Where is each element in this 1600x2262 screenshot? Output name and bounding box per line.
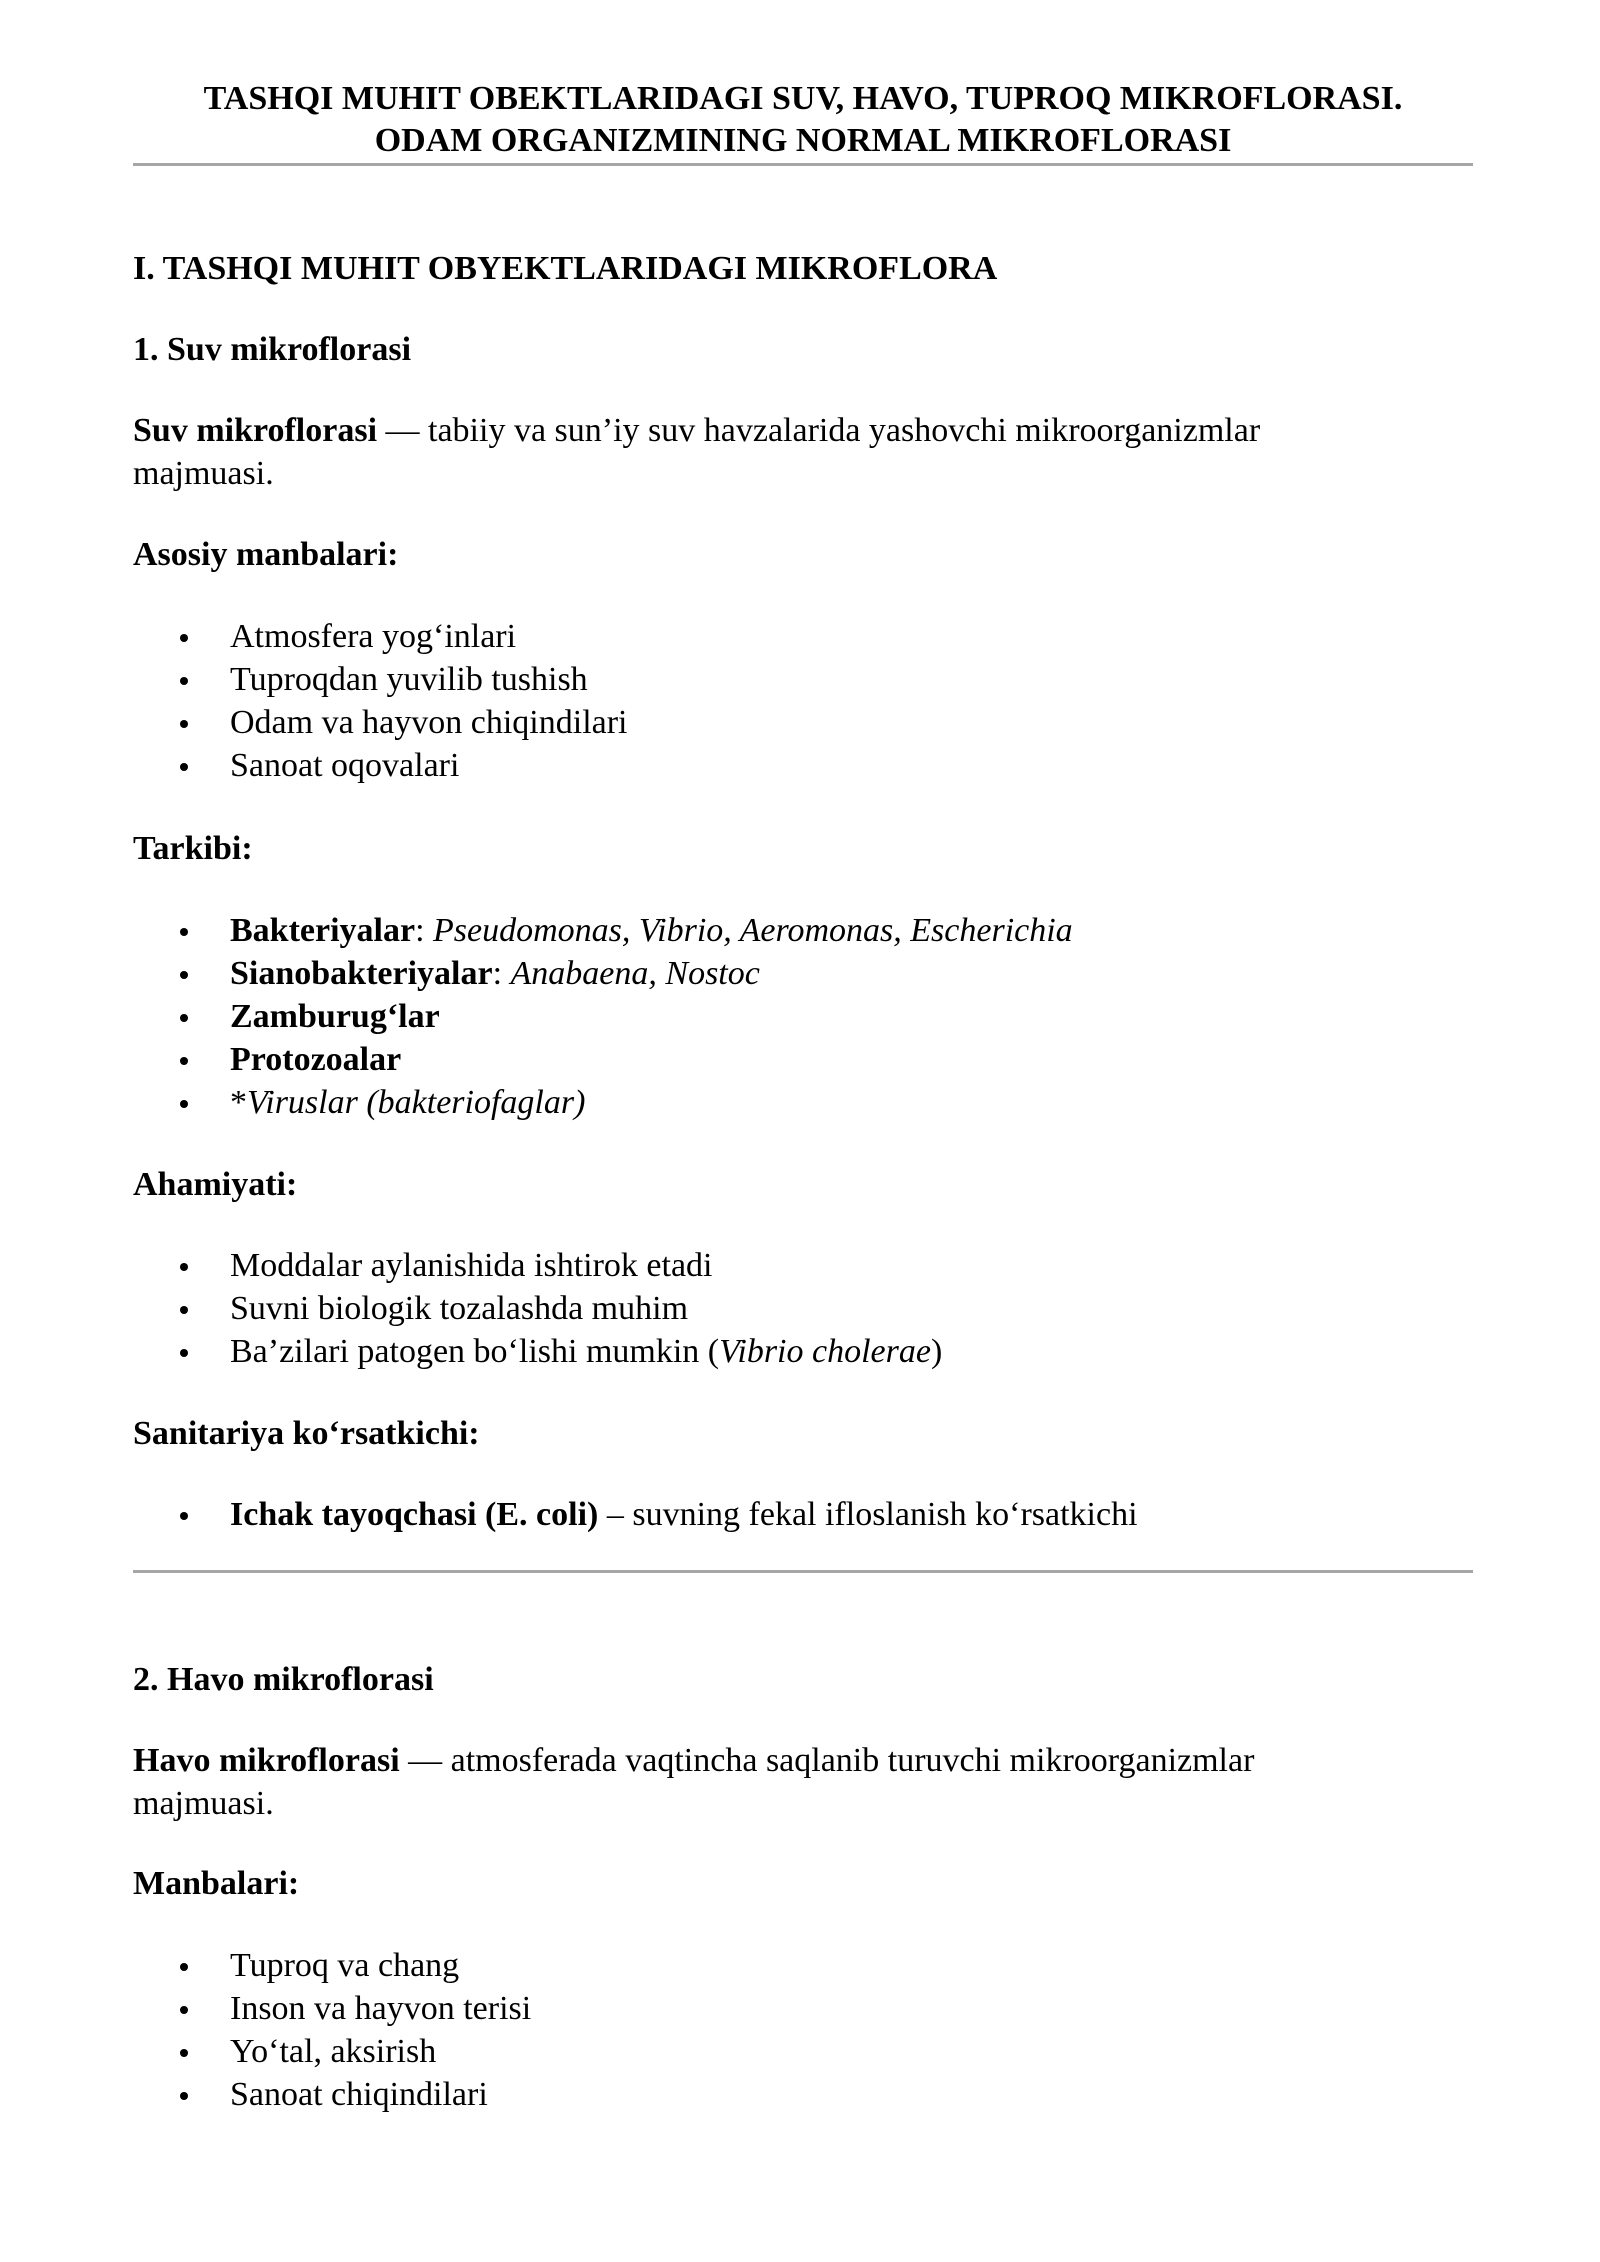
composition-examples: Anabaena, Nostoc xyxy=(510,955,760,992)
water-definition-term: Suv mikroflorasi xyxy=(133,412,378,449)
list-item: Moddalar aylanishida ishtirok etadi xyxy=(133,1244,1473,1287)
air-definition-line2: majmuasi. xyxy=(133,1785,274,1822)
water-sanitary-heading: Sanitariya ko‘rsatkichi: xyxy=(133,1415,480,1452)
water-heading: 1. Suv mikroflorasi xyxy=(133,331,412,368)
title-line-1: TASHQI MUHIT OBEKTLARIDAGI SUV, HAVO, TUPROQ MIKROFLORASI. xyxy=(203,80,1403,117)
list-item xyxy=(133,995,1473,1038)
composition-term: Sianobakteriyalar xyxy=(230,955,493,992)
list-item: Odam va hayvon chiqindilari xyxy=(133,701,1473,744)
air-sources-list xyxy=(133,1944,1473,2116)
list-item xyxy=(133,1081,1473,1124)
composition-prefix: * xyxy=(230,1084,247,1121)
list-item: Atmosfera yog‘inlari xyxy=(133,615,1473,658)
list-item: Suvni biologik tozalashda muhim xyxy=(133,1287,1473,1330)
list-item xyxy=(133,1493,1473,1536)
water-composition-heading: Tarkibi: xyxy=(133,830,253,867)
water-importance-list xyxy=(133,1244,1473,1373)
list-item xyxy=(133,1038,1473,1081)
list-item: Sanoat chiqindilari xyxy=(133,2073,1473,2116)
title-divider xyxy=(133,163,1473,166)
water-sanitary-list xyxy=(133,1493,1473,1536)
list-item xyxy=(133,909,1473,952)
water-importance-heading: Ahamiyati: xyxy=(133,1166,298,1203)
sanitary-term: Ichak tayoqchasi (E. coli) xyxy=(230,1496,599,1533)
water-sources-heading: Asosiy manbalari: xyxy=(133,536,399,573)
list-item: Tuproqdan yuvilib tushish xyxy=(133,658,1473,701)
document-title xyxy=(133,78,1473,162)
composition-separator: : xyxy=(415,912,434,949)
composition-term: Protozoalar xyxy=(230,1041,402,1078)
sanitary-text: – suvning fekal ifloslanish ko‘rsatkichi xyxy=(598,1496,1138,1533)
composition-term: Bakteriyalar xyxy=(230,912,416,949)
water-definition-line2: majmuasi. xyxy=(133,455,274,492)
air-sources-heading: Manbalari: xyxy=(133,1865,300,1902)
water-definition-text: — tabiiy va sun’iy suv havzalarida yashovchi mikroorganizmlar xyxy=(377,412,1261,449)
air-heading: 2. Havo mikroflorasi xyxy=(133,1661,434,1698)
air-definition xyxy=(133,1739,1473,1825)
importance-species: Vibrio cholerae xyxy=(719,1333,931,1370)
water-sources-list xyxy=(133,615,1473,787)
title-line-2: ODAM ORGANIZMINING NORMAL MIKROFLORASI xyxy=(374,122,1232,159)
composition-term: Zamburug‘lar xyxy=(230,998,440,1035)
composition-separator: : xyxy=(492,955,511,992)
air-definition-text: — atmosferada vaqtincha saqlanib turuvchi mikroorganizmlar xyxy=(399,1742,1255,1779)
list-item: Tuproq va chang xyxy=(133,1944,1473,1987)
section-heading: I. TASHQI MUHIT OBYEKTLARIDAGI MIKROFLORA xyxy=(133,250,998,287)
section-divider xyxy=(133,1570,1473,1573)
composition-examples: Viruslar (bakteriofaglar) xyxy=(247,1084,586,1121)
water-definition xyxy=(133,409,1473,495)
list-item: Yo‘tal, aksirish xyxy=(133,2030,1473,2073)
list-item xyxy=(133,952,1473,995)
air-definition-term: Havo mikroflorasi xyxy=(133,1742,400,1779)
list-item xyxy=(133,1330,1473,1373)
importance-close: ) xyxy=(930,1333,943,1370)
list-item: Sanoat oqovalari xyxy=(133,744,1473,787)
composition-examples: Pseudomonas, Vibrio, Aeromonas, Escherichia xyxy=(433,912,1073,949)
list-item: Inson va hayvon terisi xyxy=(133,1987,1473,2030)
water-composition-list xyxy=(133,909,1473,1124)
importance-text: Ba’zilari patogen bo‘lishi mumkin ( xyxy=(230,1333,720,1370)
